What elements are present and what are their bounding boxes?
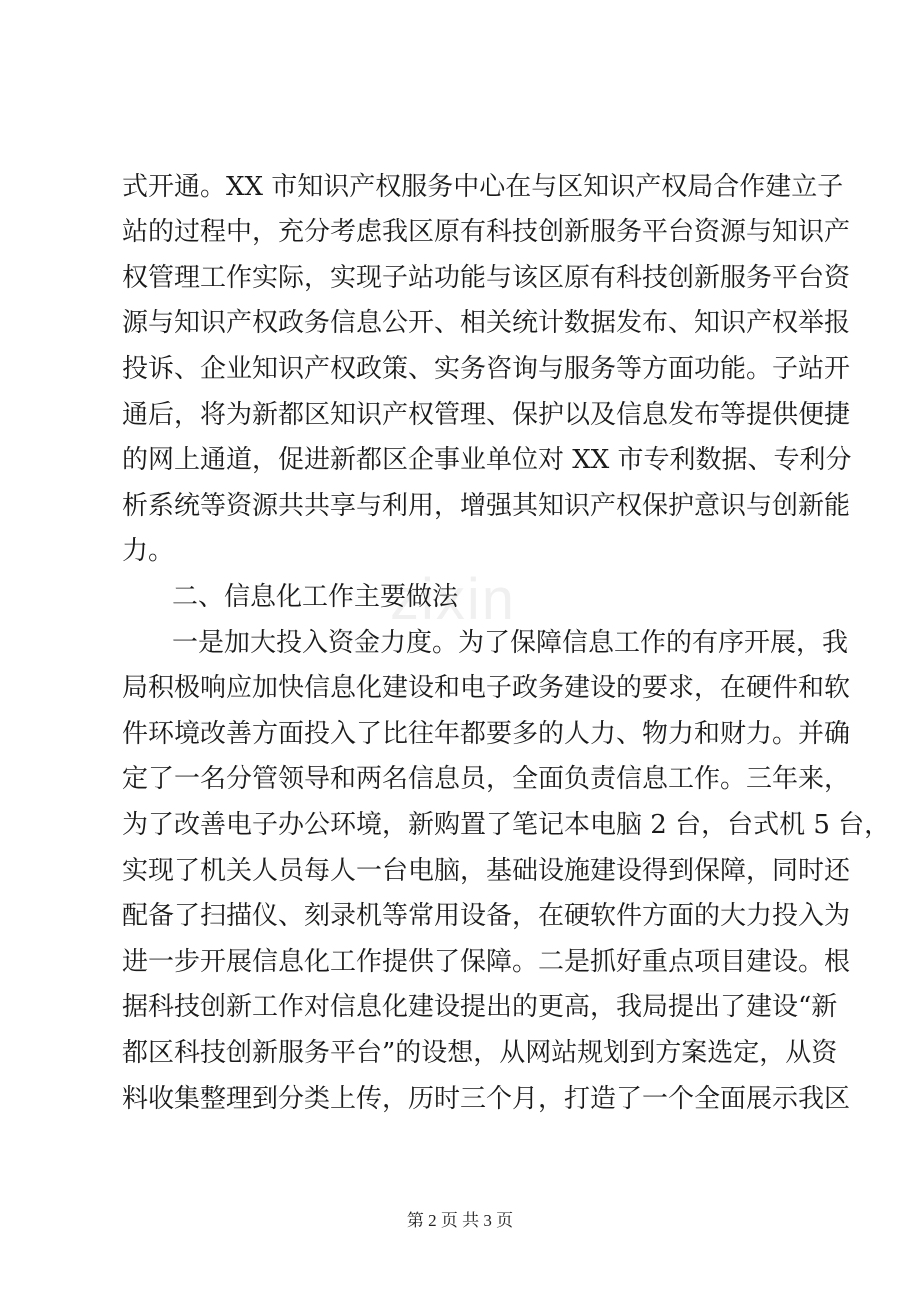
paragraph-line: 投诉、企业知识产权政策、实务咨询与服务等方面功能。子站开 [122, 354, 851, 384]
paragraph-line: 为了改善电子办公环境，新购置了笔记本电脑 2 台，台式机 5 台， [122, 810, 891, 840]
watermark: zixin [390, 567, 517, 632]
paragraph-line: 局积极响应加快信息化建设和电子政务建设的要求，在硬件和软 [122, 673, 851, 703]
paragraph-line: 进一步开展信息化工作提供了保障。二是抓好重点项目建设。根 [122, 947, 851, 977]
paragraph-line: 源与知识产权政务信息公开、相关统计数据发布、知识产权举报 [122, 308, 851, 338]
paragraph-line: 件环境改善方面投入了比往年都要多的人力、物力和财力。并确 [122, 719, 851, 749]
paragraph-line: 实现了机关人员每人一台电脑，基础设施建设得到保障，同时还 [122, 856, 851, 886]
paragraph-line: 配备了扫描仪、刻录机等常用设备，在硬软件方面的大力投入为 [122, 901, 851, 931]
paragraph-line: 定了一名分管领导和两名信息员，全面负责信息工作。三年来， [122, 764, 851, 794]
paragraph-line: 站的过程中，充分考虑我区原有科技创新服务平台资源与知识产 [122, 217, 851, 247]
paragraph-line: 权管理工作实际，实现子站功能与该区原有科技创新服务平台资 [122, 263, 851, 293]
paragraph-line: 式开通。XX 市知识产权服务中心在与区知识产权局合作建立子 [122, 172, 844, 202]
paragraph-line: 料收集整理到分类上传，历时三个月，打造了一个全面展示我区 [122, 1084, 851, 1114]
paragraph-line: 析系统等资源共共享与利用，增强其知识产权保护意识与创新能 [122, 491, 851, 521]
paragraph-line: 都区科技创新服务平台”的设想，从网站规划到方案选定，从资 [122, 1038, 838, 1068]
section-heading: 二、信息化工作主要做法 [172, 582, 459, 612]
paragraph-line: 据科技创新工作对信息化建设提出的更高，我局提出了建设“新 [122, 992, 838, 1022]
paragraph-line: 通后，将为新都区知识产权管理、保护以及信息发布等提供便捷 [122, 400, 851, 430]
page-number-footer: 第 2 页 共 3 页 [406, 1211, 514, 1230]
paragraph-line: 力。 [122, 536, 175, 566]
paragraph-line: 的网上通道，促进新都区企事业单位对 XX 市专利数据、专利分 [122, 445, 852, 475]
paragraph-line: 一是加大投入资金力度。为了保障信息工作的有序开展，我 [172, 628, 849, 658]
